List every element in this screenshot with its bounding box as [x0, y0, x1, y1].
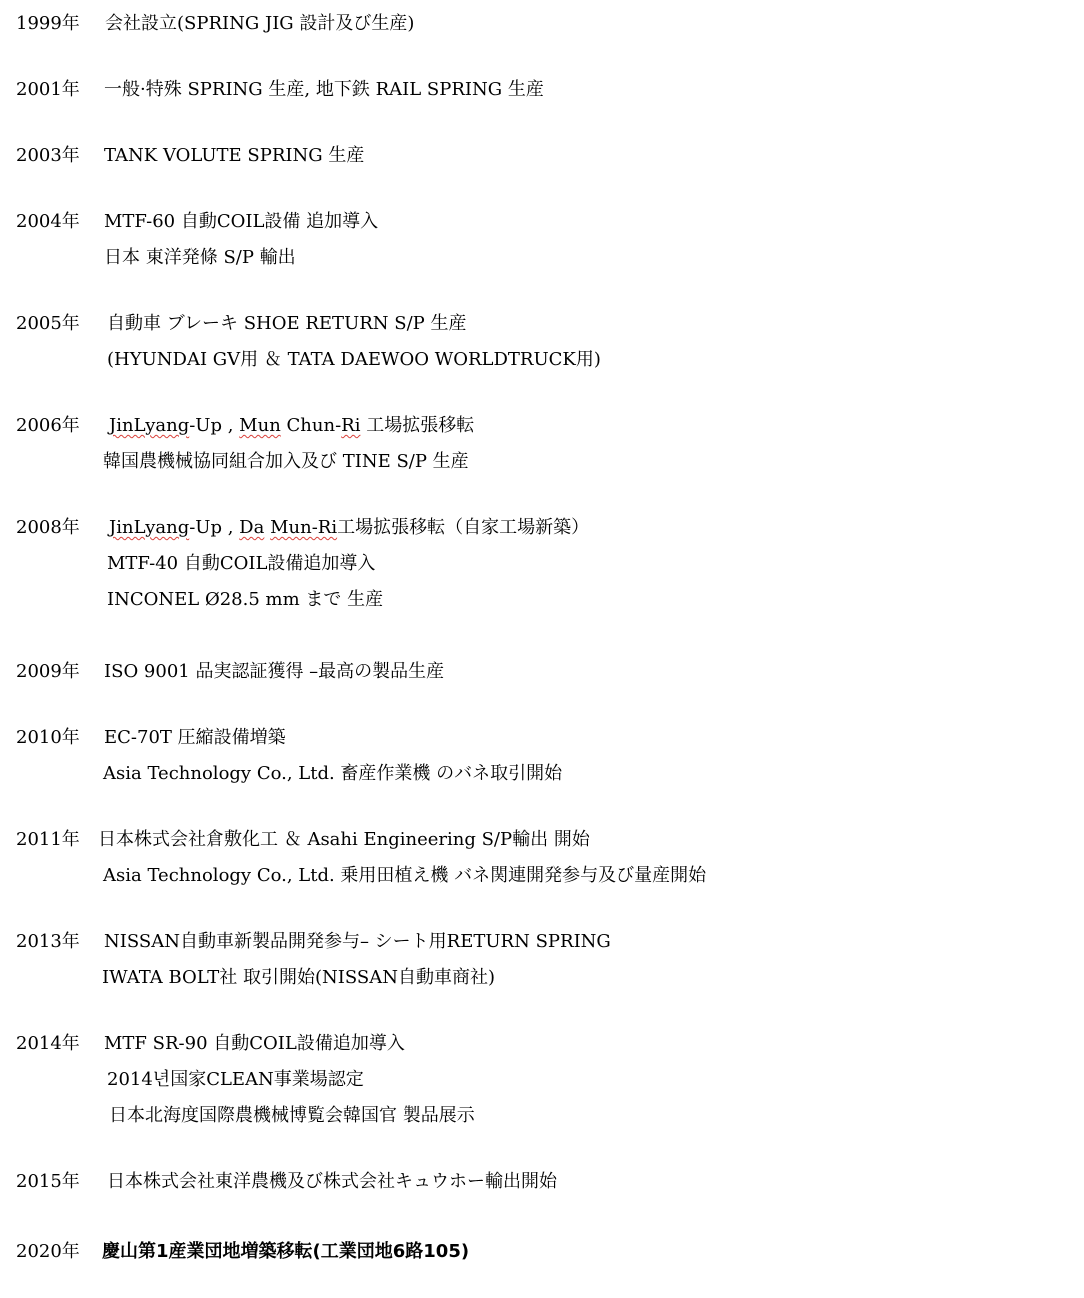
history-line: 自動車 ブレーキ SHOE RETURN S/P 生産 — [107, 313, 467, 334]
history-line: 日本株式会社倉敷化工 ＆ Asahi Engineering S/P輸出 開始 — [98, 829, 590, 850]
spellcheck-underlined-word: Ri — [341, 415, 361, 436]
history-line: IWATA BOLT社 取引開始(NISSAN自動車商社) — [102, 967, 496, 988]
history-line: 日本 東洋発條 S/P 輸出 — [104, 247, 296, 268]
history-line-fragment: 工場拡張移転 — [360, 415, 475, 436]
history-line: TANK VOLUTE SPRING 生産 — [104, 145, 365, 166]
history-line-squiggled — [109, 414, 474, 438]
history-year: 2011年 — [16, 829, 80, 850]
history-line: Asia Technology Co., Ltd. 乗用田植え機 バネ関連開発参与及び量産開始 — [103, 865, 707, 886]
history-line-squiggled — [109, 516, 589, 540]
history-year: 2020年 — [16, 1241, 80, 1262]
history-line: ISO 9001 品実認証獲得 –最高の製品生産 — [104, 661, 445, 682]
history-line: MTF-40 自動COIL設備追加導入 — [107, 553, 376, 574]
spellcheck-underlined-word: Mun — [239, 415, 281, 436]
history-line: EC-70T 圧縮設備増築 — [104, 727, 286, 748]
history-line: 日本北海度国際農機械博覧会韓国官 製品展示 — [109, 1105, 475, 1126]
history-line: NISSAN自動車新製品開発参与– シート用RETURN SPRING — [104, 931, 611, 952]
history-line-fragment: 工場拡張移転（自家工場新築） — [337, 517, 590, 538]
history-year: 2008年 — [16, 517, 80, 538]
history-line: 会社設立(SPRING JIG 設計及び生産) — [105, 13, 415, 34]
history-line: 慶山第1産業団地増築移転(工業団地6路105) — [102, 1241, 470, 1262]
history-line: 2014년国家CLEAN事業場認定 — [107, 1069, 364, 1090]
history-line-fragment: -Up , — [189, 415, 240, 436]
history-year: 2014年 — [16, 1033, 80, 1054]
history-line: Asia Technology Co., Ltd. 畜産作業機 のバネ取引開始 — [103, 763, 563, 784]
history-line-fragment: Chun- — [280, 415, 342, 436]
history-line: (HYUNDAI GV用 ＆ TATA DAEWOO WORLDTRUCK用) — [107, 349, 601, 370]
history-line-fragment: -Up , — [189, 517, 240, 538]
history-year: 2001年 — [16, 79, 80, 100]
history-line: 一般·特殊 SPRING 生産, 地下鉄 RAIL SPRING 生産 — [104, 79, 544, 100]
history-line: 日本株式会社東洋農機及び株式会社キュウホー輸出開始 — [107, 1171, 557, 1192]
spellcheck-underlined-word: JinLyang — [109, 415, 190, 436]
history-year: 1999年 — [16, 13, 80, 34]
spellcheck-underlined-word: Mun-Ri — [270, 517, 338, 538]
history-year: 2010年 — [16, 727, 80, 748]
history-line: INCONEL Ø28.5 mm まで 生産 — [107, 589, 384, 610]
history-year: 2013年 — [16, 931, 80, 952]
history-year: 2004年 — [16, 211, 80, 232]
history-line: 韓国農機械協同組合加入及び TINE S/P 生産 — [103, 451, 469, 472]
history-line: MTF-60 自動COIL設備 追加導入 — [104, 211, 379, 232]
history-year: 2015年 — [16, 1171, 80, 1192]
history-year: 2003年 — [16, 145, 80, 166]
history-year: 2006年 — [16, 415, 80, 436]
history-year: 2005年 — [16, 313, 80, 334]
spellcheck-underlined-word: JinLyang — [109, 517, 190, 538]
spellcheck-underlined-word: Da — [239, 517, 265, 538]
history-line: MTF SR-90 自動COIL設備追加導入 — [104, 1033, 405, 1054]
history-year: 2009年 — [16, 661, 80, 682]
